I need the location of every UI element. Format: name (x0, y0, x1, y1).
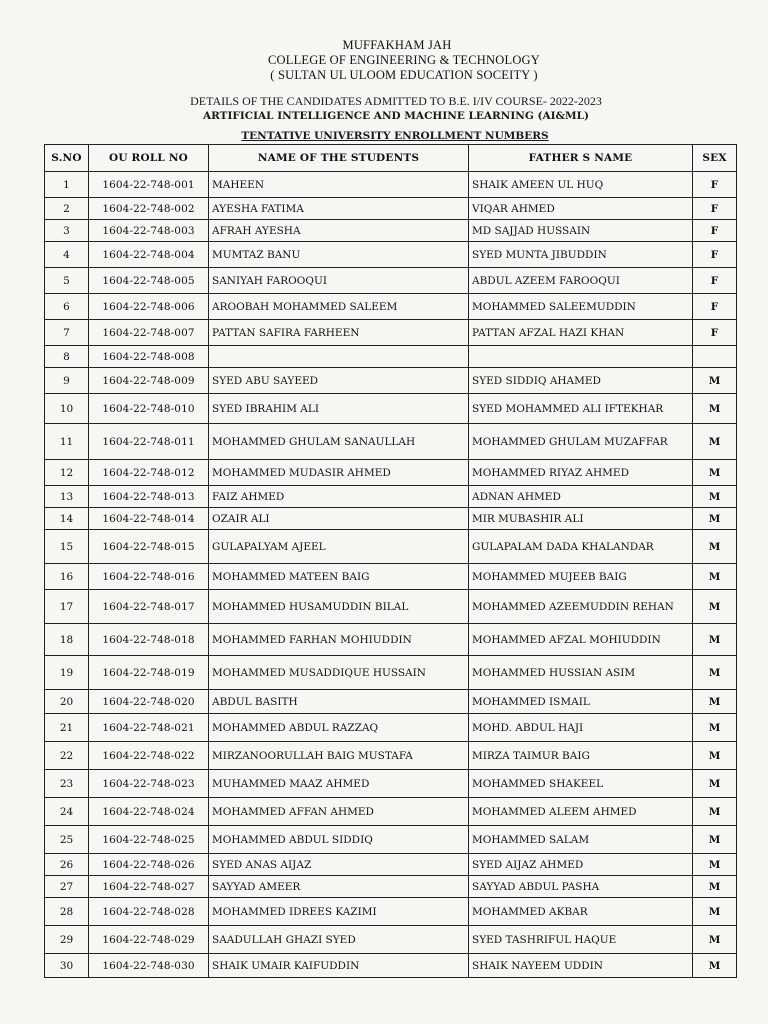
student-name-cell: SAADULLAH GHAZI SYED (209, 926, 469, 954)
table-row (45, 486, 737, 508)
roll-number-cell: 1604-22-748-011 (89, 424, 209, 460)
table-row (45, 624, 737, 656)
father-name-cell: MOHAMMED AZEEMUDDIN REHAN (469, 590, 693, 624)
serial-number-cell: 21 (45, 714, 89, 742)
sex-cell: M (693, 656, 737, 690)
sex-cell: M (693, 714, 737, 742)
table-row (45, 742, 737, 770)
sex-cell: M (693, 742, 737, 770)
father-name-cell: MOHAMMED ALEEM AHMED (469, 798, 693, 826)
father-name-cell: MOHAMMED AFZAL MOHIUDDIN (469, 624, 693, 656)
roll-number-cell: 1604-22-748-003 (89, 220, 209, 242)
serial-number-cell: 17 (45, 590, 89, 624)
admission-details-line: DETAILS OF THE CANDIDATES ADMITTED TO B.E. I/IV COURSE- 2022-2023 (190, 94, 602, 108)
roll-number-cell: 1604-22-748-019 (89, 656, 209, 690)
college-header (0, 38, 768, 83)
roll-number-cell: 1604-22-748-028 (89, 898, 209, 926)
student-name-cell: PATTAN SAFIRA FARHEEN (209, 320, 469, 346)
sex-cell: M (693, 770, 737, 798)
table-row (45, 826, 737, 854)
table-row (45, 564, 737, 590)
serial-number-cell: 16 (45, 564, 89, 590)
father-name-cell: MOHAMMED AKBAR (469, 898, 693, 926)
father-name-cell: SHAIK AMEEN UL HUQ (469, 172, 693, 198)
sex-cell: M (693, 926, 737, 954)
father-name-cell: SYED MUNTA JIBUDDIN (469, 242, 693, 268)
sex-cell: M (693, 424, 737, 460)
branch-title: ARTIFICIAL INTELLIGENCE AND MACHINE LEARNING (AI&ML) (202, 110, 589, 122)
student-name-cell: MOHAMMED ABDUL SIDDIQ (209, 826, 469, 854)
serial-number-cell: 14 (45, 508, 89, 530)
sex-cell: M (693, 826, 737, 854)
sex-cell: F (693, 242, 737, 268)
serial-number-cell: 18 (45, 624, 89, 656)
table-header-row (45, 145, 737, 172)
serial-number-cell: 19 (45, 656, 89, 690)
table-row (45, 320, 737, 346)
roll-number-cell: 1604-22-748-024 (89, 798, 209, 826)
father-name-cell: MD SAJJAD HUSSAIN (469, 220, 693, 242)
student-name-cell: MUHAMMED MAAZ AHMED (209, 770, 469, 798)
sex-cell: F (693, 268, 737, 294)
enrollment-subtitle: TENTATIVE UNIVERSITY ENROLLMENT NUMBERS (241, 130, 549, 142)
serial-number-cell: 26 (45, 854, 89, 876)
college-name-line-2: COLLEGE OF ENGINEERING & TECHNOLOGY (267, 53, 541, 67)
serial-number-cell: 23 (45, 770, 89, 798)
society-name: ( SULTAN UL ULOOM EDUCATION SOCEITY ) (270, 68, 538, 82)
father-name-cell: SHAIK NAYEEM UDDIN (469, 954, 693, 978)
table-row (45, 530, 737, 564)
father-name-cell: MOHAMMED SALAM (469, 826, 693, 854)
table-row (45, 898, 737, 926)
table-row (45, 172, 737, 198)
table-row (45, 770, 737, 798)
roll-number-cell: 1604-22-748-029 (89, 926, 209, 954)
serial-number-cell: 29 (45, 926, 89, 954)
serial-number-cell: 1 (45, 172, 89, 198)
table-row (45, 690, 737, 714)
table-row (45, 460, 737, 486)
table-row (45, 242, 737, 268)
table-row (45, 508, 737, 530)
table-row (45, 954, 737, 978)
serial-number-cell: 8 (45, 346, 89, 368)
father-name-cell: GULAPALAM DADA KHALANDAR (469, 530, 693, 564)
roll-number-cell: 1604-22-748-022 (89, 742, 209, 770)
roll-number-cell: 1604-22-748-027 (89, 876, 209, 898)
serial-number-cell: 6 (45, 294, 89, 320)
table-row (45, 368, 737, 394)
student-name-cell: SYED ANAS AIJAZ (209, 854, 469, 876)
serial-number-cell: 24 (45, 798, 89, 826)
sex-cell (693, 346, 737, 368)
sex-cell: M (693, 460, 737, 486)
father-name-cell: MIRZA TAIMUR BAIG (469, 742, 693, 770)
roll-number-cell: 1604-22-748-001 (89, 172, 209, 198)
sex-cell: M (693, 530, 737, 564)
table-row (45, 926, 737, 954)
serial-number-cell: 11 (45, 424, 89, 460)
sex-cell: M (693, 954, 737, 978)
father-name-cell: SYED TASHRIFUL HAQUE (469, 926, 693, 954)
column-header-sno: S.NO (45, 145, 89, 172)
roll-number-cell: 1604-22-748-026 (89, 854, 209, 876)
serial-number-cell: 10 (45, 394, 89, 424)
sex-cell: F (693, 198, 737, 220)
table-body (45, 172, 737, 978)
sex-cell: M (693, 898, 737, 926)
serial-number-cell: 28 (45, 898, 89, 926)
student-name-cell: SAYYAD AMEER (209, 876, 469, 898)
table-row (45, 198, 737, 220)
sex-cell: F (693, 172, 737, 198)
sex-cell: M (693, 486, 737, 508)
roll-number-cell: 1604-22-748-005 (89, 268, 209, 294)
sex-cell: M (693, 508, 737, 530)
father-name-cell: MOHAMMED SHAKEEL (469, 770, 693, 798)
father-name-cell: ADNAN AHMED (469, 486, 693, 508)
college-name-line-1: MUFFAKHAM JAH (342, 38, 452, 52)
serial-number-cell: 4 (45, 242, 89, 268)
table-row (45, 268, 737, 294)
serial-number-cell: 20 (45, 690, 89, 714)
student-name-cell: FAIZ AHMED (209, 486, 469, 508)
serial-number-cell: 9 (45, 368, 89, 394)
roll-number-cell: 1604-22-748-012 (89, 460, 209, 486)
column-header-roll-no: OU ROLL NO (89, 145, 209, 172)
father-name-cell: SYED AIJAZ AHMED (469, 854, 693, 876)
roll-number-cell: 1604-22-748-020 (89, 690, 209, 714)
student-name-cell: MOHAMMED MUDASIR AHMED (209, 460, 469, 486)
roll-number-cell: 1604-22-748-002 (89, 198, 209, 220)
enrollment-table (44, 144, 737, 978)
father-name-cell: MOHD. ABDUL HAJI (469, 714, 693, 742)
father-name-cell: SAYYAD ABDUL PASHA (469, 876, 693, 898)
roll-number-cell: 1604-22-748-013 (89, 486, 209, 508)
father-name-cell: SYED SIDDIQ AHAMED (469, 368, 693, 394)
serial-number-cell: 2 (45, 198, 89, 220)
sex-cell: F (693, 220, 737, 242)
roll-number-cell: 1604-22-748-006 (89, 294, 209, 320)
column-header-student-name: NAME OF THE STUDENTS (209, 145, 469, 172)
sex-cell: M (693, 854, 737, 876)
student-name-cell: MUMTAZ BANU (209, 242, 469, 268)
roll-number-cell: 1604-22-748-010 (89, 394, 209, 424)
student-name-cell: AROOBAH MOHAMMED SALEEM (209, 294, 469, 320)
sex-cell: M (693, 590, 737, 624)
student-name-cell: SYED IBRAHIM ALI (209, 394, 469, 424)
student-name-cell: AFRAH AYESHA (209, 220, 469, 242)
roll-number-cell: 1604-22-748-030 (89, 954, 209, 978)
student-name-cell: MOHAMMED AFFAN AHMED (209, 798, 469, 826)
father-name-cell: MIR MUBASHIR ALI (469, 508, 693, 530)
roll-number-cell: 1604-22-748-009 (89, 368, 209, 394)
father-name-cell: ABDUL AZEEM FAROOQUI (469, 268, 693, 294)
table-row (45, 294, 737, 320)
serial-number-cell: 13 (45, 486, 89, 508)
table-row (45, 714, 737, 742)
father-name-cell (469, 346, 693, 368)
student-name-cell: ABDUL BASITH (209, 690, 469, 714)
sex-cell: M (693, 368, 737, 394)
student-name-cell: GULAPALYAM AJEEL (209, 530, 469, 564)
student-name-cell: AYESHA FATIMA (209, 198, 469, 220)
table-row (45, 346, 737, 368)
sex-cell: F (693, 320, 737, 346)
student-name-cell: MOHAMMED ABDUL RAZZAQ (209, 714, 469, 742)
roll-number-cell: 1604-22-748-014 (89, 508, 209, 530)
serial-number-cell: 7 (45, 320, 89, 346)
table-row (45, 220, 737, 242)
table-row (45, 424, 737, 460)
serial-number-cell: 12 (45, 460, 89, 486)
sex-cell: M (693, 564, 737, 590)
student-name-cell: MOHAMMED FARHAN MOHIUDDIN (209, 624, 469, 656)
serial-number-cell: 5 (45, 268, 89, 294)
student-name-cell: MAHEEN (209, 172, 469, 198)
sex-cell: M (693, 624, 737, 656)
student-name-cell: MOHAMMED IDREES KAZIMI (209, 898, 469, 926)
serial-number-cell: 22 (45, 742, 89, 770)
student-name-cell: MOHAMMED HUSAMUDDIN BILAL (209, 590, 469, 624)
serial-number-cell: 25 (45, 826, 89, 854)
roll-number-cell: 1604-22-748-007 (89, 320, 209, 346)
student-name-cell: OZAIR ALI (209, 508, 469, 530)
serial-number-cell: 30 (45, 954, 89, 978)
roll-number-cell: 1604-22-748-025 (89, 826, 209, 854)
table-row (45, 854, 737, 876)
roll-number-cell: 1604-22-748-016 (89, 564, 209, 590)
father-name-cell: VIQAR AHMED (469, 198, 693, 220)
student-name-cell: SYED ABU SAYEED (209, 368, 469, 394)
student-name-cell (209, 346, 469, 368)
column-header-sex: SEX (693, 145, 737, 172)
student-name-cell: MOHAMMED MATEEN BAIG (209, 564, 469, 590)
student-name-cell: SANIYAH FAROOQUI (209, 268, 469, 294)
sex-cell: F (693, 294, 737, 320)
roll-number-cell: 1604-22-748-008 (89, 346, 209, 368)
father-name-cell: MOHAMMED HUSSIAN ASIM (469, 656, 693, 690)
father-name-cell: MOHAMMED MUJEEB BAIG (469, 564, 693, 590)
roll-number-cell: 1604-22-748-023 (89, 770, 209, 798)
father-name-cell: MOHAMMED GHULAM MUZAFFAR (469, 424, 693, 460)
serial-number-cell: 3 (45, 220, 89, 242)
table-row (45, 656, 737, 690)
student-name-cell: SHAIK UMAIR KAIFUDDIN (209, 954, 469, 978)
roll-number-cell: 1604-22-748-017 (89, 590, 209, 624)
father-name-cell: MOHAMMED ISMAIL (469, 690, 693, 714)
father-name-cell: SYED MOHAMMED ALI IFTEKHAR (469, 394, 693, 424)
document-subheader (0, 93, 768, 144)
student-name-cell: MOHAMMED GHULAM SANAULLAH (209, 424, 469, 460)
sex-cell: M (693, 798, 737, 826)
sex-cell: M (693, 690, 737, 714)
table-row (45, 798, 737, 826)
roll-number-cell: 1604-22-748-015 (89, 530, 209, 564)
column-header-father-name: FATHER S NAME (469, 145, 693, 172)
table-row (45, 876, 737, 898)
roll-number-cell: 1604-22-748-021 (89, 714, 209, 742)
student-name-cell: MIRZANOORULLAH BAIG MUSTAFA (209, 742, 469, 770)
roll-number-cell: 1604-22-748-004 (89, 242, 209, 268)
serial-number-cell: 15 (45, 530, 89, 564)
father-name-cell: PATTAN AFZAL HAZI KHAN (469, 320, 693, 346)
sex-cell: M (693, 394, 737, 424)
table-row (45, 394, 737, 424)
table-row (45, 590, 737, 624)
serial-number-cell: 27 (45, 876, 89, 898)
sex-cell: M (693, 876, 737, 898)
student-name-cell: MOHAMMED MUSADDIQUE HUSSAIN (209, 656, 469, 690)
father-name-cell: MOHAMMED RIYAZ AHMED (469, 460, 693, 486)
roll-number-cell: 1604-22-748-018 (89, 624, 209, 656)
father-name-cell: MOHAMMED SALEEMUDDIN (469, 294, 693, 320)
